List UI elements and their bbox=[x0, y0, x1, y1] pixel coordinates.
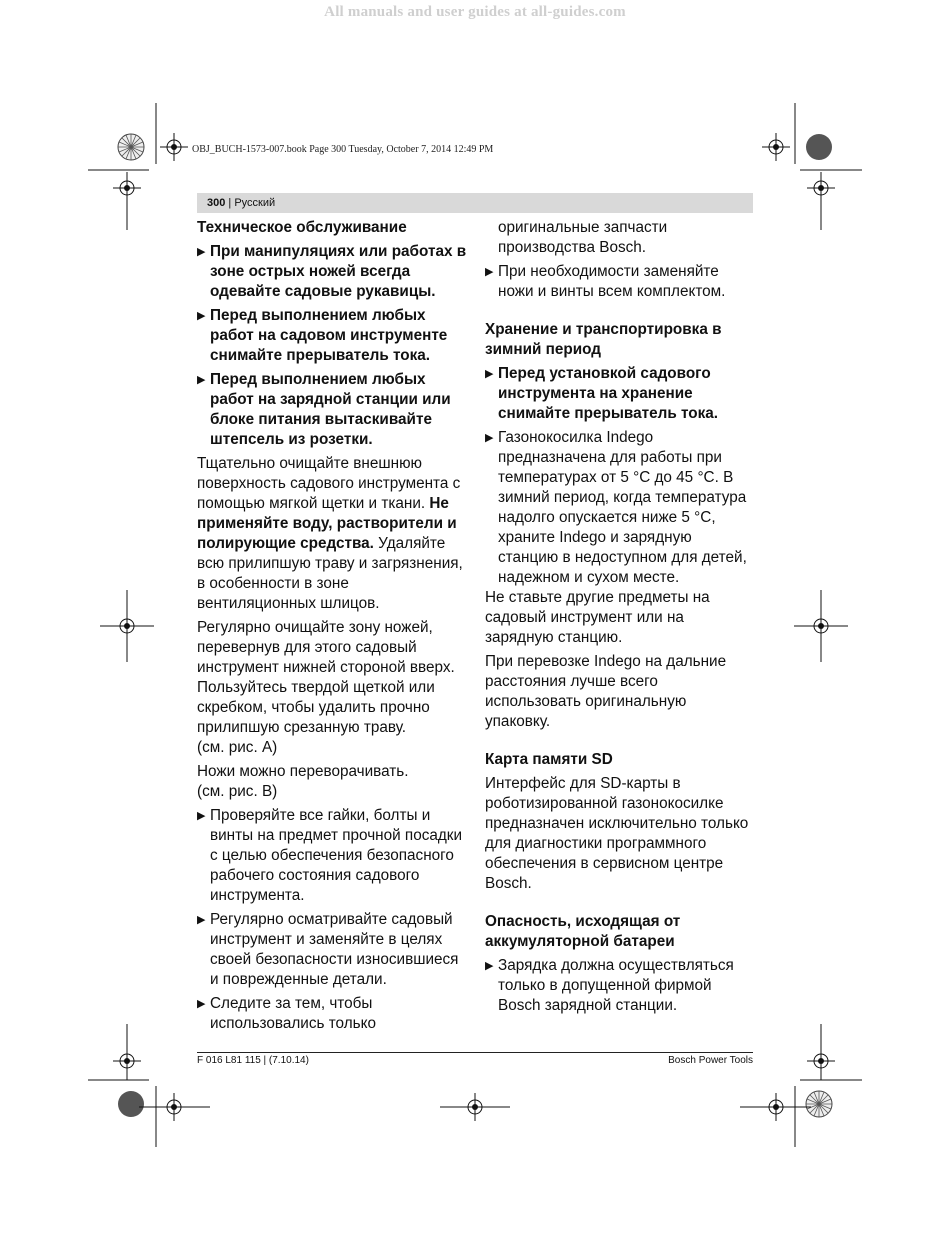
bullet-item bbox=[485, 956, 755, 1016]
header-language: Русский bbox=[234, 197, 276, 209]
watermark: All manuals and user guides at all-guides.com bbox=[324, 4, 626, 20]
figure-ref-b: (см. рис. B) bbox=[197, 783, 278, 800]
bullet-continuation: оригинальные запчасти производства Bosch. bbox=[498, 219, 668, 256]
bullet-item bbox=[485, 262, 755, 302]
header-separator: | bbox=[225, 197, 235, 209]
footer-divider bbox=[197, 1052, 753, 1053]
bullet-arrow-icon: ▶ bbox=[485, 960, 494, 972]
bullet-text: Проверяйте все гайки, болты и винты на предмет прочной посадки с целью обеспечения безопасного рабочего состояния садового инструмента. bbox=[210, 807, 463, 904]
section-heading-storage: Хранение и транспортировка в зимний период bbox=[485, 321, 722, 358]
bullet-arrow-icon: ▶ bbox=[485, 368, 494, 380]
page-header bbox=[197, 193, 753, 213]
registration-cross-icon bbox=[762, 133, 790, 161]
bullet-arrow-icon: ▶ bbox=[197, 810, 206, 822]
left-column bbox=[197, 218, 467, 1038]
bullet-item bbox=[197, 242, 467, 302]
bullet-item bbox=[485, 428, 755, 588]
paragraph-blade-zone bbox=[197, 618, 467, 738]
registration-cross-icon bbox=[160, 133, 188, 161]
paragraph-warning: Не применяйте воду, растворители и полирующие средства. bbox=[197, 495, 457, 552]
bullet-arrow-icon: ▶ bbox=[485, 266, 494, 278]
bullet-arrow-icon: ▶ bbox=[197, 374, 206, 386]
bullet-item bbox=[197, 910, 467, 990]
registration-star-icon bbox=[806, 1091, 832, 1117]
bullet-arrow-icon: ▶ bbox=[197, 246, 206, 258]
bullet-text: При необходимости заменяйте ножи и винты всем комплектом. bbox=[498, 263, 726, 300]
registration-star-icon bbox=[118, 134, 144, 160]
page-number: 300 bbox=[207, 197, 226, 209]
bullet-text: Зарядка должна осуществляться только в допущенной фирмой Bosch зарядной станции. bbox=[498, 957, 734, 1014]
right-column bbox=[485, 218, 755, 1020]
paragraph-text: Регулярно очищайте зону ножей, перевернув для этого садовый инструмент нижней стороной вверх. Пользуйтесь твердой щеткой или скребком, чтобы удалить прочно прилипшую срезанную траву. bbox=[197, 619, 455, 736]
section-heading-battery: Опасность, исходящая от аккумуляторной батареи bbox=[485, 913, 681, 950]
registration-dot-icon bbox=[806, 134, 832, 160]
footer-doc-code: F 016 L81 115 | (7.10.14) bbox=[197, 1055, 309, 1066]
bullet-text: Перед установкой садового инструмента на хранение снимайте прерыватель тока. bbox=[498, 365, 719, 422]
registration-dot-icon bbox=[118, 1091, 144, 1117]
bullet-text: Следите за тем, чтобы использовались только bbox=[210, 995, 376, 1032]
bullet-text: Перед выполнением любых работ на зарядной станции или блоке питания вытаскивайте штепсель из розетки. bbox=[210, 371, 451, 448]
paragraph-no-objects: Не ставьте другие предметы на садовый инструмент или на зарядную станцию. bbox=[485, 589, 710, 646]
bullet-item bbox=[485, 364, 755, 424]
bullet-item bbox=[197, 994, 467, 1034]
paragraph-sd-card: Интерфейс для SD-карты в роботизированной газонокосилке предназначен исключительно только для диагностики программного обеспечения в сервисном центре Bosch. bbox=[485, 775, 749, 892]
figure-ref-a: (см. рис. A) bbox=[197, 739, 278, 756]
bullet-arrow-icon: ▶ bbox=[197, 310, 206, 322]
paragraph-transport: При перевозке Indego на дальние расстояния лучше всего использовать оригинальную упаковку. bbox=[485, 653, 727, 730]
bullet-item bbox=[197, 806, 467, 906]
bullet-text: Регулярно осматривайте садовый инструмент и заменяйте в целях своей безопасности износившиеся и поврежденные детали. bbox=[210, 911, 459, 988]
bullet-item bbox=[197, 306, 467, 366]
bullet-arrow-icon: ▶ bbox=[197, 998, 206, 1010]
paragraph-cleaning bbox=[197, 454, 467, 614]
paragraph-text: Удаляйте всю прилипшую траву и загрязнения, в особенности в зоне вентиляционных шлицов. bbox=[197, 535, 463, 612]
bullet-text: При манипуляциях или работах в зоне острых ножей всегда одевайте садовые рукавицы. bbox=[210, 243, 467, 300]
bullet-text: Перед выполнением любых работ на садовом инструменте снимайте прерыватель тока. bbox=[210, 307, 448, 364]
bullet-arrow-icon: ▶ bbox=[197, 914, 206, 926]
bullet-arrow-icon: ▶ bbox=[485, 432, 494, 444]
section-heading-maintenance: Техническое обслуживание bbox=[197, 219, 407, 236]
bullet-text: Газонокосилка Indego предназначена для работы при температурах от 5 °C до 45 °C. В зимний период, когда температура надолго опускается ниже 5 °C, храните Indego и зарядную станцию в недоступном для детей, надежном и сухом месте. bbox=[498, 429, 747, 586]
book-info: OBJ_BUCH-1573-007.book Page 300 Tuesday, October 7, 2014 12:49 PM bbox=[192, 144, 494, 155]
paragraph-text: Тщательно очищайте внешнюю поверхность садового инструмента с помощью мягкой щетки и ткани. bbox=[197, 455, 461, 512]
section-heading-sd-card: Карта памяти SD bbox=[485, 751, 613, 768]
paragraph-blades: Ножи можно переворачивать. bbox=[197, 763, 409, 780]
bullet-item bbox=[197, 370, 467, 450]
footer-brand: Bosch Power Tools bbox=[668, 1055, 753, 1066]
